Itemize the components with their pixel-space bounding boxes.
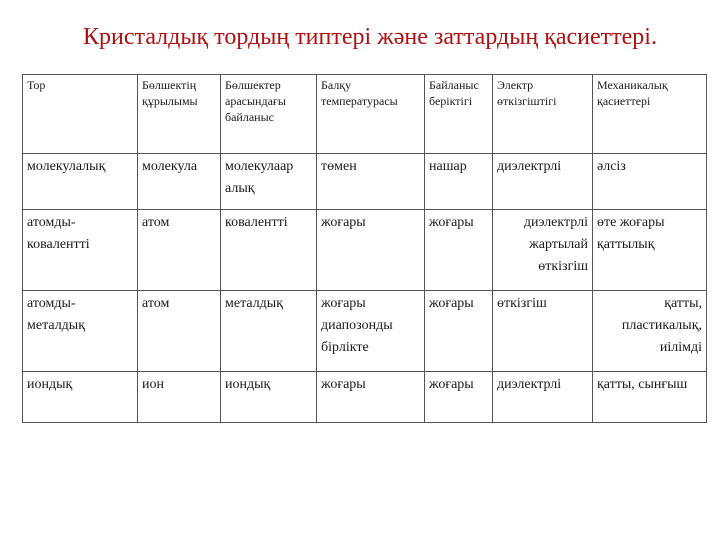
table-cell: атом bbox=[138, 210, 221, 291]
table-cell: диэлектрлі bbox=[493, 372, 593, 423]
table-cell: қатты, сынғыш bbox=[593, 372, 707, 423]
table-cell: жоғары bbox=[425, 372, 493, 423]
header-cell: Балқу температурасы bbox=[317, 75, 425, 154]
table-cell: атомды-металдық bbox=[23, 291, 138, 372]
table-cell: молекулаар алық bbox=[221, 154, 317, 210]
table-cell: өткізгіш bbox=[493, 291, 593, 372]
table-row bbox=[23, 210, 707, 291]
header-cell: Электр өткізгіштігі bbox=[493, 75, 593, 154]
table-cell: жоғары bbox=[425, 210, 493, 291]
table-cell: молекулалық bbox=[23, 154, 138, 210]
table-cell: молекула bbox=[138, 154, 221, 210]
page-title: Кристалдық тордың типтері және заттардың қасиеттері. bbox=[83, 24, 657, 50]
table-row bbox=[23, 291, 707, 372]
table-row bbox=[23, 372, 707, 423]
header-cell: Бөлшектің құрылымы bbox=[138, 75, 221, 154]
header-cell: Механикалық қасиеттері bbox=[593, 75, 707, 154]
table-cell: жоғары bbox=[425, 291, 493, 372]
table-cell: өте жоғары қаттылық bbox=[593, 210, 707, 291]
table-cell: қатты, пластикалық, иілімді bbox=[593, 291, 707, 372]
table-cell: жоғары bbox=[317, 372, 425, 423]
table-cell: диэлектрлі bbox=[493, 154, 593, 210]
header-cell: Тор bbox=[23, 75, 138, 154]
table-cell: нашар bbox=[425, 154, 493, 210]
table-cell: атом bbox=[138, 291, 221, 372]
crystal-lattice-table bbox=[22, 74, 707, 423]
table-cell: жоғары bbox=[317, 210, 425, 291]
table-cell: ковалентті bbox=[221, 210, 317, 291]
table-cell: металдық bbox=[221, 291, 317, 372]
table-cell: жоғары диапозонды бірлікте bbox=[317, 291, 425, 372]
table-cell: диэлектрлі жартылай өткізгіш bbox=[493, 210, 593, 291]
table-row bbox=[23, 154, 707, 210]
table-cell: иондық bbox=[23, 372, 138, 423]
header-cell: Байланыс беріктігі bbox=[425, 75, 493, 154]
header-cell: Бөлшектер арасындағы байланыс bbox=[221, 75, 317, 154]
table-cell: атомды-ковалентті bbox=[23, 210, 138, 291]
table-cell: әлсіз bbox=[593, 154, 707, 210]
table-cell: төмен bbox=[317, 154, 425, 210]
table-cell: ион bbox=[138, 372, 221, 423]
table-cell: иондық bbox=[221, 372, 317, 423]
table-header-row bbox=[23, 75, 707, 154]
